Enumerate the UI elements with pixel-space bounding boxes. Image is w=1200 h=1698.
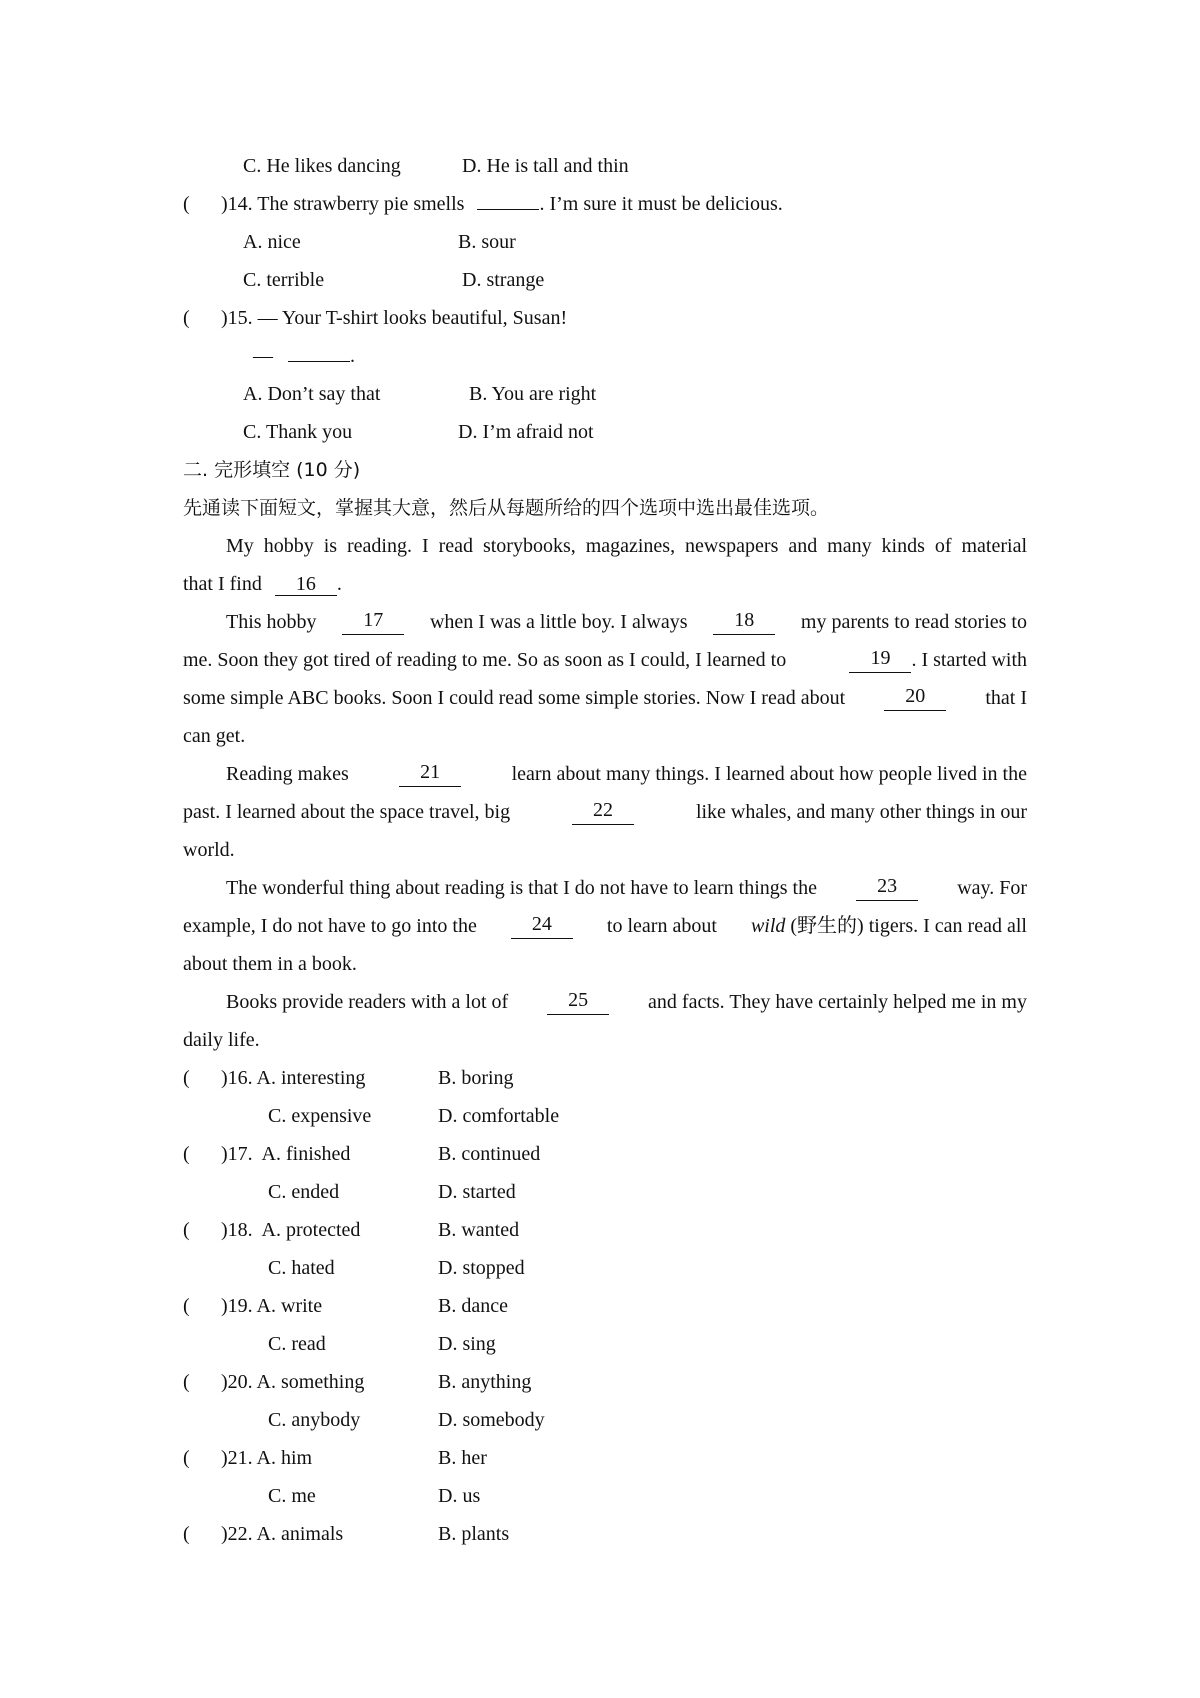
q16-stem: )16. A. interesting	[221, 1067, 366, 1089]
q16-option-c: C. expensive	[268, 1105, 372, 1127]
q14-after: . I’m sure it must be delicious.	[539, 193, 783, 215]
q21-stem: )21. A. him	[221, 1447, 313, 1469]
q19-stem: )19. A. write	[221, 1295, 323, 1317]
q14-option-b: B. sour	[458, 231, 516, 253]
p1-text-b-end: .	[336, 573, 342, 595]
blank-22: 22	[572, 799, 634, 825]
p4-line-1	[226, 875, 1027, 901]
q16-option-d: D. comfortable	[438, 1105, 560, 1127]
p2-text-a3: my parents to read stories to	[800, 611, 1027, 633]
p3-line-3: world.	[183, 839, 235, 861]
p1-text-a: My hobby is reading. I read storybooks, magazines, newspapers and many kinds of material	[226, 535, 1027, 557]
q14-paren: (	[183, 193, 190, 215]
q16-option-b: B. boring	[438, 1067, 514, 1089]
q15-reply-dash: —	[253, 345, 273, 367]
blank-23: 23	[856, 875, 918, 901]
q18-stem: )18. A. protected	[221, 1219, 361, 1241]
q20-option-b: B. anything	[438, 1371, 532, 1393]
blank-19: 19	[849, 647, 911, 673]
p2-line-1	[226, 609, 1027, 635]
q20-paren: (	[183, 1371, 190, 1393]
q19-paren: (	[183, 1295, 190, 1317]
p1-line-2	[183, 571, 342, 597]
q15-reply-end: .	[350, 345, 355, 367]
blank-20: 20	[884, 685, 946, 711]
p3-text-a2: learn about many things. I learned about how people lived in the	[511, 763, 1027, 785]
q15-option-b: B. You are right	[469, 383, 597, 405]
p5-line-1	[226, 989, 1027, 1015]
q16-paren: (	[183, 1067, 190, 1089]
p4-text-a1: The wonderful thing about reading is that I do not have to learn things the	[226, 877, 817, 899]
q17-option-b: B. continued	[438, 1143, 541, 1165]
blank-18: 18	[713, 609, 775, 635]
p4-text-wild: wild	[750, 915, 786, 937]
p3-line-2	[183, 799, 1027, 825]
q15-paren: (	[183, 307, 190, 329]
q14-text: )14. The strawberry pie smells	[221, 193, 465, 215]
p2-line-2	[183, 647, 1027, 673]
blank-16: 16	[275, 573, 337, 596]
p2-text-a1: This hobby	[226, 611, 317, 633]
q20-stem: )20. A. something	[221, 1371, 365, 1393]
p2-text-b2: . I started with	[911, 649, 1027, 671]
q15-option-a: A. Don’t say that	[243, 383, 381, 405]
p4-text-b2: to learn about	[606, 915, 717, 937]
p2-text-b1: me. Soon they got tired of reading to me. So as soon as I could, I learned to	[183, 649, 787, 671]
q22-option-b: B. plants	[438, 1523, 510, 1545]
q19-option-b: B. dance	[438, 1295, 508, 1317]
q21-option-d: D. us	[438, 1485, 481, 1507]
q21-paren: (	[183, 1447, 190, 1469]
p1-line-1	[183, 533, 1027, 559]
p4-text-b1: example, I do not have to go into the	[183, 915, 477, 937]
q17-option-d: D. started	[438, 1181, 516, 1203]
section-heading: 二. 完形填空 (10 分)	[183, 459, 361, 481]
blank-24: 24	[511, 913, 573, 939]
q18-option-c: C. hated	[268, 1257, 335, 1279]
q14-option-d: D. strange	[462, 269, 545, 291]
q15-option-d: D. I’m afraid not	[458, 421, 594, 443]
q13-option-d: D. He is tall and thin	[462, 155, 629, 177]
p5-text-a1: Books provide readers with a lot of	[226, 991, 509, 1013]
p3-text-b2: like whales, and many other things in our	[695, 801, 1027, 823]
p1-text-b: that I find	[183, 573, 262, 595]
q17-stem: )17. A. finished	[221, 1143, 351, 1165]
p4-line-2	[183, 913, 1027, 939]
q17-option-c: C. ended	[268, 1181, 340, 1203]
q20-option-d: D. somebody	[438, 1409, 545, 1431]
q21-option-b: B. her	[438, 1447, 487, 1469]
q17-paren: (	[183, 1143, 190, 1165]
p2-text-a2: when I was a little boy. I always	[429, 611, 688, 633]
q18-option-d: D. stopped	[438, 1257, 525, 1279]
p4-text-b3: (野生的) tigers. I can read all	[790, 915, 1027, 937]
q22-paren: (	[183, 1523, 190, 1545]
section-instruction: 先通读下面短文，掌握其大意，然后从每题所给的四个选项中选出最佳选项。	[183, 497, 830, 519]
p2-line-4: can get.	[183, 725, 246, 747]
q14-option-a: A. nice	[243, 231, 301, 253]
q18-option-b: B. wanted	[438, 1219, 520, 1241]
q18-paren: (	[183, 1219, 190, 1241]
q15-option-c: C. Thank you	[243, 421, 353, 443]
p4-line-3: about them in a book.	[183, 953, 357, 975]
q22-stem: )22. A. animals	[221, 1523, 344, 1545]
q14-stem	[221, 191, 783, 217]
p2-text-c2: that I	[985, 687, 1027, 709]
blank-21: 21	[399, 761, 461, 787]
blank-25: 25	[547, 989, 609, 1015]
p3-text-a1: Reading makes	[226, 763, 349, 785]
p5-text-a2: and facts. They have certainly helped me in my	[648, 991, 1027, 1013]
q21-option-c: C. me	[268, 1485, 316, 1507]
q13-option-c: C. He likes dancing	[243, 155, 401, 177]
p2-line-3	[183, 685, 1027, 711]
p5-line-2: daily life.	[183, 1029, 260, 1051]
q14-option-c: C. terrible	[243, 269, 325, 291]
q20-option-c: C. anybody	[268, 1409, 361, 1431]
p3-text-b1: past. I learned about the space travel, big	[183, 801, 511, 823]
p2-text-c1: some simple ABC books. Soon I could read some simple stories. Now I read about	[183, 687, 846, 709]
p4-text-a2: way. For	[957, 877, 1027, 899]
q19-option-d: D. sing	[438, 1333, 496, 1355]
q15-blank	[288, 361, 350, 362]
q19-option-c: C. read	[268, 1333, 326, 1355]
blank-17: 17	[342, 609, 404, 635]
q14-blank	[477, 209, 539, 210]
q15-stem: )15. — Your T-shirt looks beautiful, Susan!	[221, 307, 568, 329]
p3-line-1	[226, 761, 1027, 787]
q15-reply	[253, 343, 355, 369]
